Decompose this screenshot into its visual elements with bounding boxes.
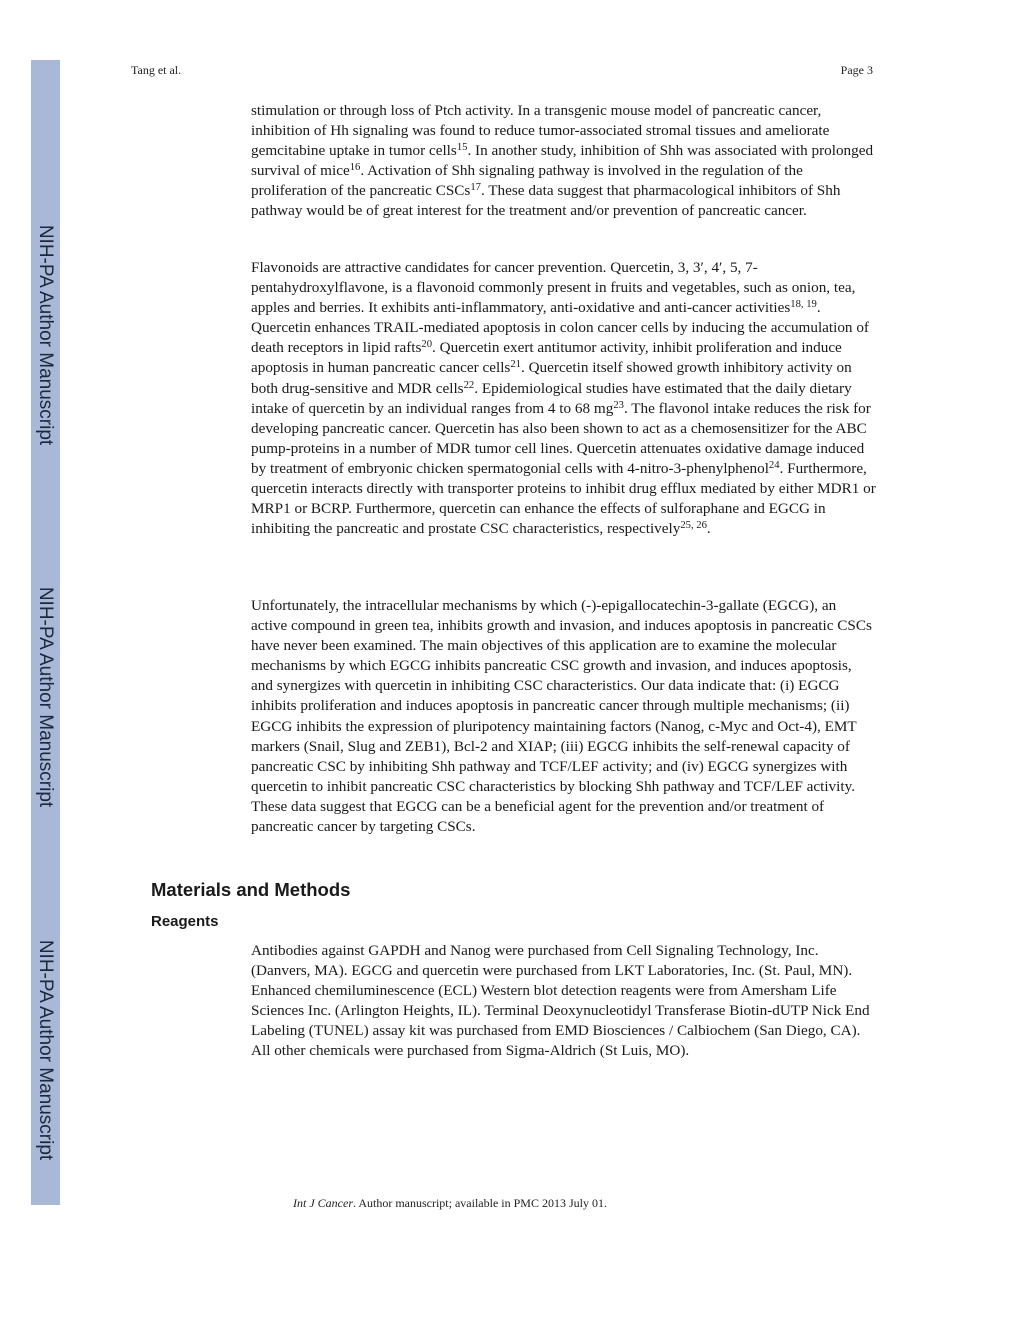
citation-ref[interactable]: 17 [470,182,481,194]
journal-name: Int J Cancer [293,1196,353,1210]
nih-sidebar [31,60,60,1205]
subsection-heading: Reagents [151,913,219,930]
citation-ref[interactable]: 22 [463,379,475,391]
citation-ref[interactable]: 20 [421,339,433,351]
body-paragraph-egcg: Unfortunately, the intracellular mechanisms by which (-)-epigallocatechin-3-gallate (EGCG), an active compound in green tea, inhibits growth and invasion, and induces apoptosis in pancreatic CSCs have never been examined. The main objectives of this application are to examine the molecular mechanisms by which EGCG inhibits pancreatic CSC growth and invasion, and induces apoptosis, and synergizes with quercetin in inhibiting CSC characteristics. Our data indicate that: (i) EGCG inhibits proliferation and induces apoptosis in pancreatic cancer through multiple mechanisms; (ii) EGCG inhibits the expression of pluripotency maintaining factors (Nanog, c-Myc and Oct-4), EMT markers (Snail, Slug and ZEB1), Bcl-2 and XIAP; (iii) EGCG inhibits the self-renewal capacity of pancreatic CSC by inhibiting Shh pathway and TCF/LEF activity; and (iv) EGCG synergizes with quercetin to inhibit pancreatic CSC characteristics by blocking Shh pathway and TCF/LEF activity. These data suggest that EGCG can be a beneficial agent for the prevention and/or treatment of pancreatic cancer by targeting CSCs. [251,597,872,836]
citation-ref[interactable]: 23 [613,399,624,411]
sidebar-label: NIH-PA Author Manuscript [35,224,57,446]
body-paragraph-flavonoids: Flavonoids are attractive candidates for cancer prevention. Quercetin, 3, 3′, 4′, 5, 7-pentahydroxylflavone, is a flavonoid commonly present in fruits and vegetables, such as onion, tea, apples and berries. It exhibits anti-inflammatory, anti-oxidative and anti-cancer activities$^{18, 19}$. Quercetin enhances TRAIL-mediated apoptosis in colon cancer cells by inducing the accumulation of death receptors in lipid rafts$^{20}$. Quercetin exert antitumor activity, inhibit proliferation and induce apoptosis in human pancreatic cancer cells$^{21}$. Quercetin itself showed growth inhibitory activity on both drug-sensitive and MDR cells$^{22}$. Epidemiological studies have estimated that the daily dietary intake of quercetin by an individual ranges from 4 to 68 $mg^{23}$. The flavonol intake reduces the risk for developing pancreatic cancer. Quercetin has also been shown to act as a chemosensitizer for the ABC pump-proteins in a number of MDR tumor cell lines. Quercetin attenuates oxidative damage induced by treatment of embryonic chicken spermatogonial cells with 4-nitro-3-phenylphenol$^{24}$. Furthermore, quercetin interacts directly with transporter proteins to inhibit drug efflux mediated by either MDR1 or MRP1 or BCRP. Furthermore, quercetin can enhance the effects of sulforaphane and EGCG in inhibiting the pancreatic and prostate CSC characteristics, respectively$^{25, 26}$. [251,259,876,538]
body-paragraph-reagents: Antibodies against GAPDH and Nanog were purchased from Cell Signaling Technology, Inc. (Danvers, MA). EGCG and quercetin were purchased from LKT Laboratories, Inc. (St. Paul, MN). Enhanced chemiluminescence (ECL) Western blot detection reagents were from Amersham Life Sciences Inc. (Arlington Heights, IL). Terminal Deoxynucleotidyl Transferase Biotin-dUTP Nick End Labeling (TUNEL) assay kit was purchased from EMD Biosciences / Calbiochem (San Diego, CA). All other chemicals were purchased from Sigma-Aldrich (St Luis, MO). [251,942,870,1060]
citation-ref[interactable]: 16 [349,162,361,174]
citation-ref[interactable]: 25, 26 [680,520,707,532]
citation-ref[interactable]: 18, 19 [790,299,817,311]
citation-ref[interactable]: 24 [768,460,780,472]
footer-text: . Author manuscript; available in PMC 2013 July 01. [352,1196,607,1210]
running-header-authors: Tang et al. [131,63,182,77]
page-footer [293,1196,607,1211]
citation-ref[interactable]: 15 [456,142,468,154]
body-paragraph-shh: stimulation or through loss of Ptch activity. In a transgenic mouse model of pancreatic cancer, inhibition of Hh signaling was found to reduce tumor-associated stromal tissues and ameliorate gemcitabine uptake in tumor cells$^{15}$. In another study, inhibition of Shh was associated with prolonged survival of mice$^{16}$. Activation of Shh signaling pathway is involved in the regulation of the proliferation of the pancreatic CSCs$^{17}$. These data suggest that pharmacological inhibitors of Shh pathway would be of great interest for the treatment and/or prevention of pancreatic cancer. [251,102,874,220]
sidebar-label: NIH-PA Author Manuscript [35,586,57,808]
sidebar-label: NIH-PA Author Manuscript [35,939,57,1161]
page-number: Page 3 [840,63,873,77]
section-heading: Materials and Methods [151,879,351,900]
citation-ref[interactable]: 21 [510,359,521,371]
